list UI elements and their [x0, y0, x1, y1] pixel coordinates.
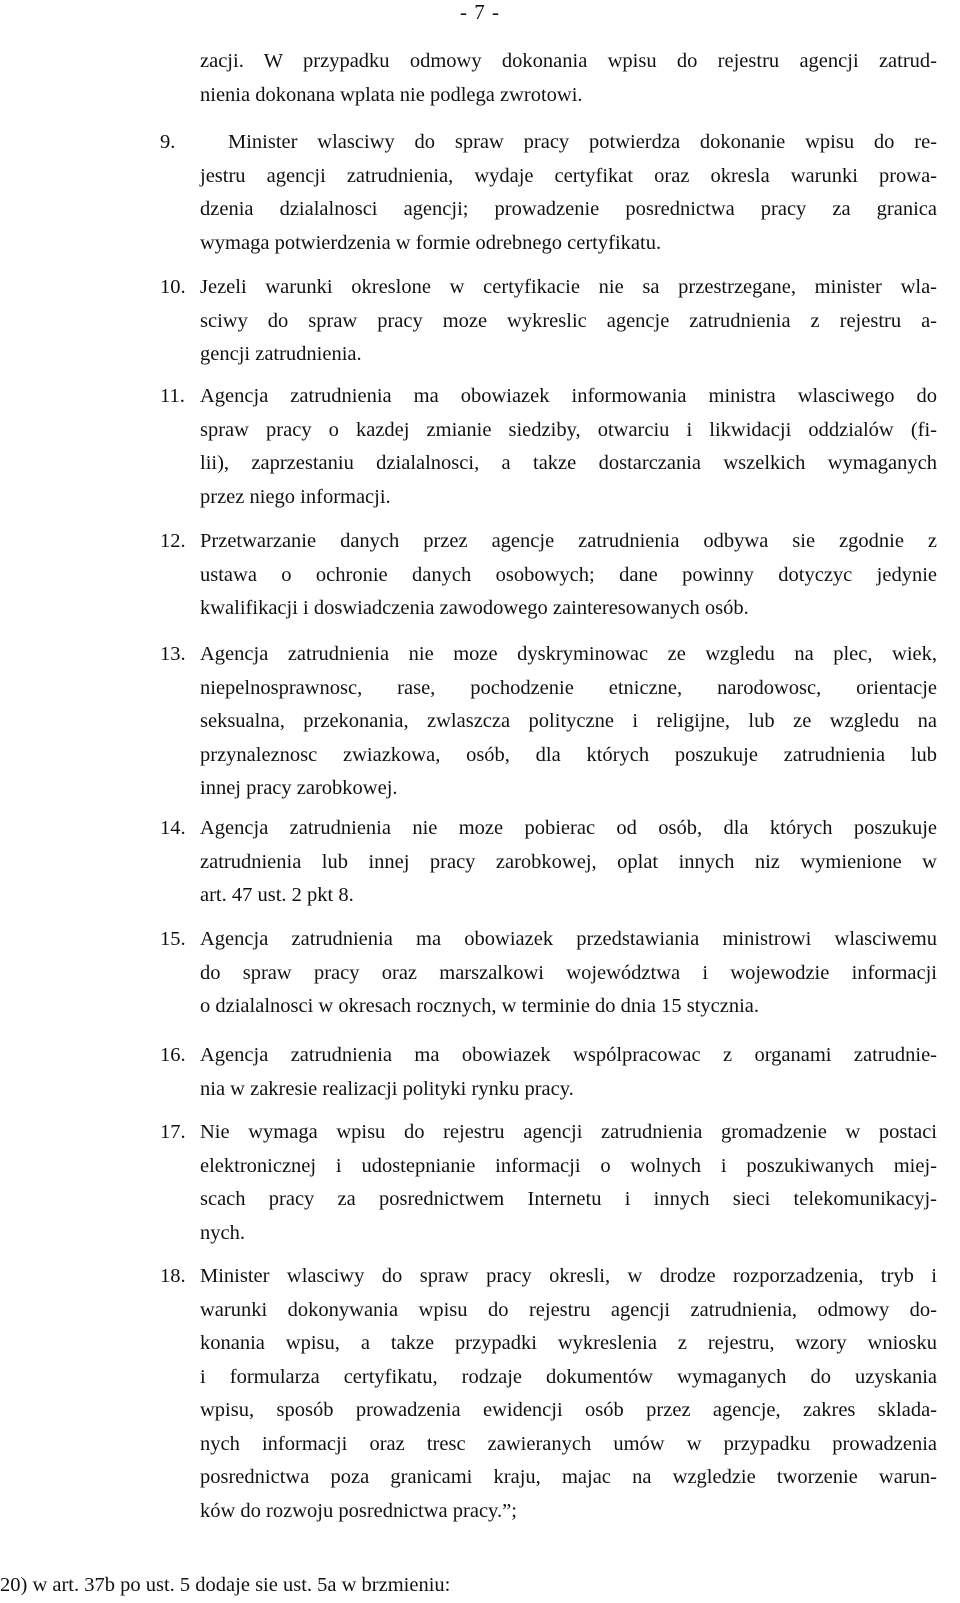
- text-line: zatrudnienia lub innej pracy zarobkowej, oplat innych niz wymienione w: [200, 850, 937, 873]
- item-number: 13.: [160, 643, 186, 665]
- text-line: Agencja zatrudnienia ma obowiazek wspólpracowac z organami zatrudnie-: [200, 1044, 937, 1066]
- text-line: scach pracy za posrednictwem Internetu i innych sieci telekomunikacyj-: [200, 1188, 937, 1210]
- text-line: art. 47 ust. 2 pkt 8.: [200, 884, 354, 906]
- text-line: kwalifikacji i doswiadczenia zawodowego zainteresowanych osób.: [200, 597, 749, 619]
- text-line: sciwy do spraw pracy moze wykreslic agencje zatrudnienia z rejestru a-: [200, 309, 937, 332]
- item-number: 11.: [160, 385, 185, 407]
- item-number: 10.: [160, 276, 186, 298]
- text-line: lii), zaprzestaniu dzialalnosci, a takze dostarczania wszelkich wymaganych: [200, 452, 937, 474]
- text-line: o dzialalnosci w okresach rocznych, w terminie do dnia 15 stycznia.: [200, 995, 760, 1017]
- list-item: [200, 1039, 937, 1106]
- amendment-item: 20) w art. 37b po ust. 5 dodaje sie ust. 5a w brzmieniu:: [0, 1574, 451, 1596]
- text-line: Minister wlasciwy do spraw pracy potwierdza dokonanie wpisu do re-: [228, 131, 937, 153]
- item-number: 9.: [160, 131, 176, 153]
- text-line: posrednictwa poza granicami kraju, majac na wzgledzie tworzenie warun-: [200, 1466, 937, 1488]
- text-line: przez niego informacji.: [200, 485, 391, 508]
- text-line: warunki dokonywania wpisu do rejestru agencji zatrudnienia, odmowy do-: [200, 1298, 937, 1321]
- text-line: zacji. W przypadku odmowy dokonania wpisu do rejestru agencji zatrud-: [200, 50, 937, 72]
- text-line: nych informacji oraz tresc zawieranych umów w przypadku prowadzenia: [200, 1432, 937, 1455]
- text-line: przynaleznosc zwiazkowa, osób, dla których poszukuje zatrudnienia lub: [200, 743, 937, 766]
- list-item: [200, 525, 937, 626]
- text-line: Minister wlasciwy do spraw pracy okresli, w drodze rozporzadzenia, tryb i: [200, 1265, 937, 1287]
- item-number: 14.: [160, 817, 186, 839]
- text-line: Przetwarzanie danych przez agencje zatrudnienia odbywa sie zgodnie z: [200, 530, 937, 552]
- text-line: Nie wymaga wpisu do rejestru agencji zatrudnienia gromadzenie w postaci: [200, 1121, 937, 1143]
- page-number: - 7 -: [460, 0, 500, 24]
- text-line: wpisu, sposób prowadzenia ewidencji osób przez agencje, zakres sklada-: [200, 1399, 937, 1421]
- text-line: ków do rozwoju posrednictwa pracy.”;: [200, 1499, 517, 1522]
- text-line: niepelnosprawnosc, rase, pochodzenie etniczne, narodowosc, orientacje: [200, 676, 937, 699]
- list-item: [200, 126, 937, 260]
- text-line: Agencja zatrudnienia ma obowiazek przedstawiania ministrowi wlasciwemu: [200, 928, 937, 950]
- text-line: dzenia dzialalnosci agencji; prowadzenie posrednictwa pracy za granica: [200, 198, 937, 220]
- item-number: 16.: [160, 1044, 186, 1066]
- text-line: Agencja zatrudnienia nie moze pobierac od osób, dla których poszukuje: [200, 817, 937, 839]
- list-item: [200, 812, 937, 913]
- text-line: wymaga potwierdzenia w formie odrebnego certyfikatu.: [200, 231, 662, 254]
- text-line: elektronicznej i udostepnianie informacji o wolnych i poszukiwanych miej-: [200, 1154, 937, 1177]
- text-line: i formularza certyfikatu, rodzaje dokumentów wymaganych do uzyskania: [200, 1365, 937, 1388]
- text-line: nych.: [200, 1221, 245, 1244]
- text-line: spraw pracy o kazdej zmianie siedziby, otwarciu i likwidacji oddzialów (fi-: [200, 418, 937, 441]
- list-item: [200, 271, 937, 372]
- list-item: [200, 380, 937, 514]
- text-line: do spraw pracy oraz marszalkowi województwa i wojewodzie informacji: [200, 961, 937, 984]
- item-number: 15.: [160, 928, 186, 950]
- text-line: innej pracy zarobkowej.: [200, 777, 398, 799]
- text-line: gencji zatrudnienia.: [200, 343, 362, 365]
- text-line: jestru agencji zatrudnienia, wydaje certyfikat oraz okresla warunki prowa-: [200, 164, 937, 187]
- text-line: Agencja zatrudnienia ma obowiazek informowania ministra wlasciwego do: [200, 385, 937, 407]
- item-number: 17.: [160, 1121, 186, 1143]
- list-item: [200, 1116, 937, 1250]
- list-item: [200, 923, 937, 1024]
- text-line: nienia dokonana wplata nie podlega zwrotowi.: [200, 83, 583, 106]
- list-item: [200, 1260, 937, 1528]
- continuation-paragraph: [200, 45, 937, 112]
- text-line: Jezeli warunki okreslone w certyfikacie nie sa przestrzegane, minister wla-: [200, 276, 937, 298]
- text-line: konania wpisu, a takze przypadki wykreslenia z rejestru, wzory wniosku: [200, 1332, 937, 1354]
- list-item: [200, 638, 937, 806]
- item-number: 18.: [160, 1265, 186, 1287]
- text-line: nia w zakresie realizacji polityki rynku pracy.: [200, 1077, 574, 1100]
- text-line: seksualna, przekonania, zwlaszcza polityczne i religijne, lub ze wzgledu na: [200, 710, 937, 732]
- item-number: 12.: [160, 530, 186, 552]
- text-line: Agencja zatrudnienia nie moze dyskryminowac ze wzgledu na plec, wiek,: [200, 643, 937, 665]
- text-line: ustawa o ochronie danych osobowych; dane powinny dotyczyc jedynie: [200, 563, 937, 586]
